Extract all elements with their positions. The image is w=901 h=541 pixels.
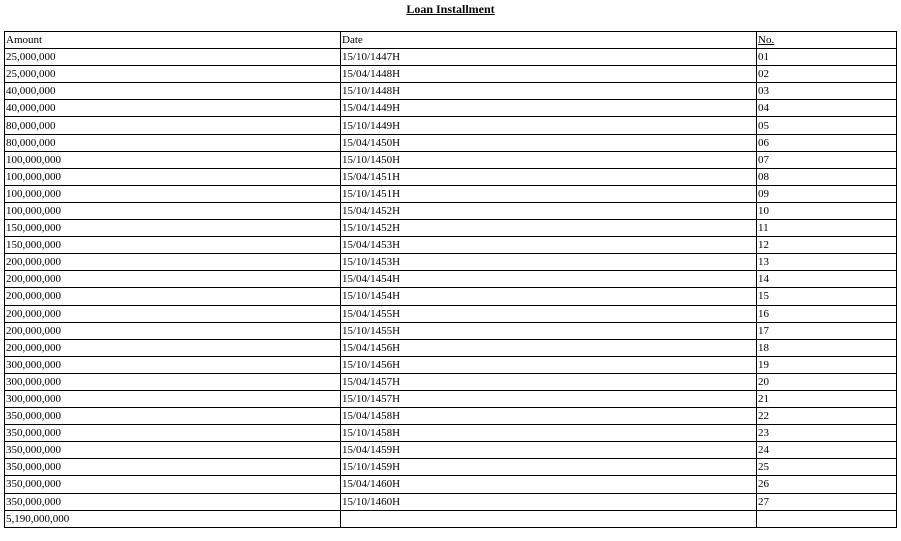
cell-date: 15/10/1449H [341, 117, 757, 134]
cell-amount: 200,000,000 [5, 271, 341, 288]
cell-amount: 200,000,000 [5, 305, 341, 322]
total-no [757, 510, 897, 527]
loan-installment-table [4, 31, 897, 528]
cell-no: 20 [757, 373, 897, 390]
cell-amount: 350,000,000 [5, 459, 341, 476]
cell-amount: 200,000,000 [5, 254, 341, 271]
cell-no: 22 [757, 408, 897, 425]
table-body [5, 49, 897, 511]
total-row [5, 510, 897, 527]
cell-no: 06 [757, 134, 897, 151]
cell-no: 12 [757, 237, 897, 254]
cell-no: 27 [757, 493, 897, 510]
table-row [5, 202, 897, 219]
cell-date: 15/10/1448H [341, 83, 757, 100]
cell-no: 25 [757, 459, 897, 476]
cell-date: 15/10/1456H [341, 356, 757, 373]
cell-no: 14 [757, 271, 897, 288]
cell-no: 02 [757, 66, 897, 83]
cell-date: 15/04/1460H [341, 476, 757, 493]
table-row [5, 271, 897, 288]
table-row [5, 117, 897, 134]
table-row [5, 254, 897, 271]
table-row [5, 373, 897, 390]
cell-date: 15/10/1454H [341, 288, 757, 305]
cell-date: 15/04/1448H [341, 66, 757, 83]
cell-no: 17 [757, 322, 897, 339]
cell-no: 10 [757, 202, 897, 219]
table-row [5, 356, 897, 373]
cell-no: 21 [757, 390, 897, 407]
table-row [5, 237, 897, 254]
cell-no: 19 [757, 356, 897, 373]
table-row [5, 66, 897, 83]
cell-amount: 150,000,000 [5, 237, 341, 254]
cell-date: 15/04/1456H [341, 339, 757, 356]
table-row [5, 185, 897, 202]
cell-amount: 100,000,000 [5, 202, 341, 219]
table-row [5, 322, 897, 339]
cell-no: 13 [757, 254, 897, 271]
table-row [5, 100, 897, 117]
cell-date: 15/10/1450H [341, 151, 757, 168]
table-row [5, 390, 897, 407]
cell-date: 15/10/1460H [341, 493, 757, 510]
table-header-row [5, 32, 897, 49]
cell-date: 15/04/1449H [341, 100, 757, 117]
cell-amount: 300,000,000 [5, 373, 341, 390]
cell-amount: 150,000,000 [5, 220, 341, 237]
cell-date: 15/10/1455H [341, 322, 757, 339]
cell-amount: 300,000,000 [5, 390, 341, 407]
total-amount: 5,190,000,000 [5, 510, 341, 527]
table-row [5, 134, 897, 151]
cell-no: 23 [757, 425, 897, 442]
cell-no: 11 [757, 220, 897, 237]
column-header-amount: Amount [5, 32, 341, 49]
cell-amount: 100,000,000 [5, 185, 341, 202]
table-row [5, 49, 897, 66]
cell-date: 15/04/1451H [341, 168, 757, 185]
cell-date: 15/04/1454H [341, 271, 757, 288]
cell-amount: 350,000,000 [5, 493, 341, 510]
cell-date: 15/04/1459H [341, 442, 757, 459]
cell-amount: 350,000,000 [5, 408, 341, 425]
cell-no: 05 [757, 117, 897, 134]
table-row [5, 442, 897, 459]
table-row [5, 220, 897, 237]
cell-amount: 25,000,000 [5, 49, 341, 66]
cell-date: 15/10/1452H [341, 220, 757, 237]
cell-amount: 100,000,000 [5, 151, 341, 168]
cell-no: 15 [757, 288, 897, 305]
column-header-no: No. [757, 32, 897, 49]
cell-date: 15/10/1459H [341, 459, 757, 476]
table-row [5, 425, 897, 442]
total-date [341, 510, 757, 527]
cell-amount: 40,000,000 [5, 100, 341, 117]
table-row [5, 151, 897, 168]
cell-no: 03 [757, 83, 897, 100]
document-title: Loan Installment [406, 2, 495, 16]
table-row [5, 476, 897, 493]
cell-amount: 200,000,000 [5, 322, 341, 339]
cell-date: 15/10/1447H [341, 49, 757, 66]
cell-date: 15/10/1453H [341, 254, 757, 271]
cell-no: 16 [757, 305, 897, 322]
cell-no: 24 [757, 442, 897, 459]
cell-no: 07 [757, 151, 897, 168]
cell-no: 18 [757, 339, 897, 356]
table-row [5, 288, 897, 305]
cell-no: 01 [757, 49, 897, 66]
cell-date: 15/04/1455H [341, 305, 757, 322]
cell-amount: 80,000,000 [5, 117, 341, 134]
cell-amount: 200,000,000 [5, 339, 341, 356]
table-row [5, 305, 897, 322]
cell-amount: 200,000,000 [5, 288, 341, 305]
table-row [5, 83, 897, 100]
cell-date: 15/04/1453H [341, 237, 757, 254]
table-row [5, 459, 897, 476]
cell-date: 15/10/1457H [341, 390, 757, 407]
cell-date: 15/04/1450H [341, 134, 757, 151]
cell-amount: 80,000,000 [5, 134, 341, 151]
cell-date: 15/04/1458H [341, 408, 757, 425]
cell-amount: 300,000,000 [5, 356, 341, 373]
cell-amount: 100,000,000 [5, 168, 341, 185]
cell-amount: 350,000,000 [5, 442, 341, 459]
cell-no: 09 [757, 185, 897, 202]
cell-date: 15/10/1451H [341, 185, 757, 202]
table-row [5, 168, 897, 185]
cell-no: 08 [757, 168, 897, 185]
table-row [5, 493, 897, 510]
cell-amount: 350,000,000 [5, 476, 341, 493]
cell-no: 04 [757, 100, 897, 117]
cell-amount: 350,000,000 [5, 425, 341, 442]
column-header-date: Date [341, 32, 757, 49]
cell-date: 15/04/1452H [341, 202, 757, 219]
cell-date: 15/04/1457H [341, 373, 757, 390]
cell-no: 26 [757, 476, 897, 493]
cell-date: 15/10/1458H [341, 425, 757, 442]
cell-amount: 25,000,000 [5, 66, 341, 83]
cell-amount: 40,000,000 [5, 83, 341, 100]
table-row [5, 408, 897, 425]
table-row [5, 339, 897, 356]
